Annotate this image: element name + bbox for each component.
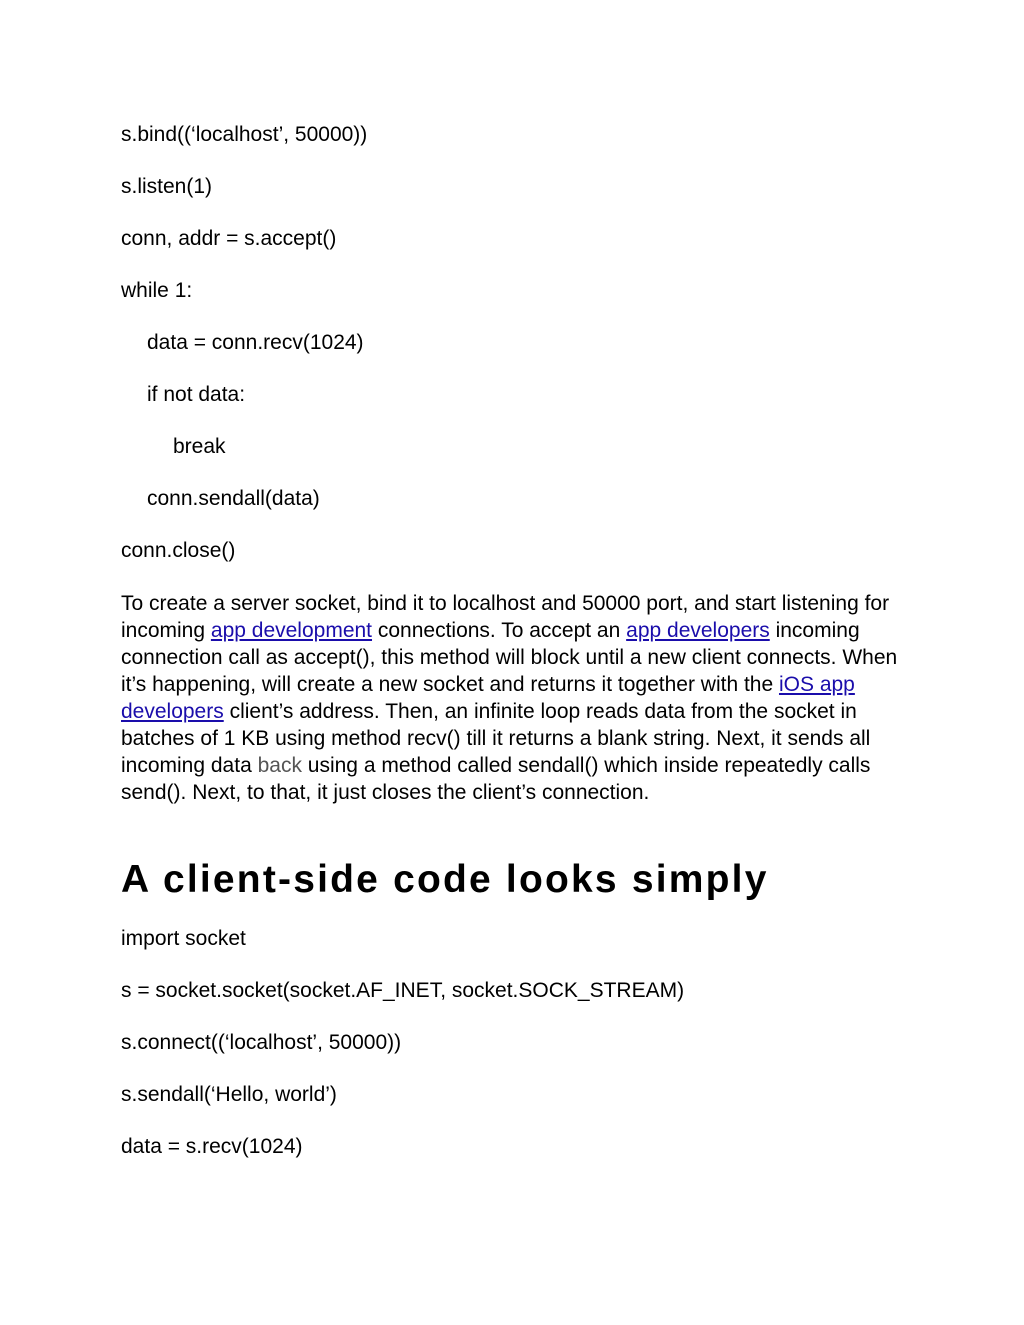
code-line-accept: conn, addr = s.accept()	[121, 227, 337, 250]
section-heading: A client-side code looks simply	[121, 858, 769, 901]
link-app-development[interactable]: app development	[210, 619, 373, 642]
code-line-socket: s = socket.socket(socket.AF_INET, socket.SOCK_STREAM)	[121, 979, 685, 1002]
paragraph-text-5: using a method called sendall() which inside repeatedly calls send(). Next, to that, it just closes the client’s connection.	[121, 754, 871, 804]
code-line-bind: s.bind((‘localhost’, 50000))	[121, 123, 368, 146]
code-line-while: while 1:	[121, 279, 193, 302]
code-line-close: conn.close()	[121, 539, 236, 562]
code-line-import: import socket	[121, 927, 246, 950]
code-line-connect: s.connect((‘localhost’, 50000))	[121, 1031, 402, 1054]
paragraph-text-4: client’s address. Then, an infinite loop reads data from the socket in batches of 1 KB using method recv() till it returns a blank string. Next, it sends all incoming data	[121, 700, 871, 777]
explanation-paragraph	[121, 590, 911, 806]
code-line-listen: s.listen(1)	[121, 175, 213, 198]
code-line-recv: data = conn.recv(1024)	[147, 331, 364, 354]
code-line-if-not-data: if not data:	[147, 383, 246, 406]
link-ios-app-developers[interactable]: iOS app developers	[121, 673, 855, 723]
code-line-client-recv: data = s.recv(1024)	[121, 1135, 303, 1158]
code-line-break: break	[173, 435, 226, 458]
code-line-sendall: conn.sendall(data)	[147, 487, 320, 510]
paragraph-text-2: connections. To accept an	[372, 619, 627, 642]
paragraph-text-3: incoming connection call as accept(), this method will block until a new client connects. When it’s happening, will create a new socket and returns it together with the	[121, 619, 898, 696]
paragraph-text-1: To create a server socket, bind it to localhost and 50000 port, and start listening for incoming	[121, 592, 890, 642]
code-line-client-sendall: s.sendall(‘Hello, world’)	[121, 1083, 337, 1106]
paragraph-word-back: back	[257, 754, 302, 777]
link-app-developers[interactable]: app developers	[626, 619, 770, 642]
